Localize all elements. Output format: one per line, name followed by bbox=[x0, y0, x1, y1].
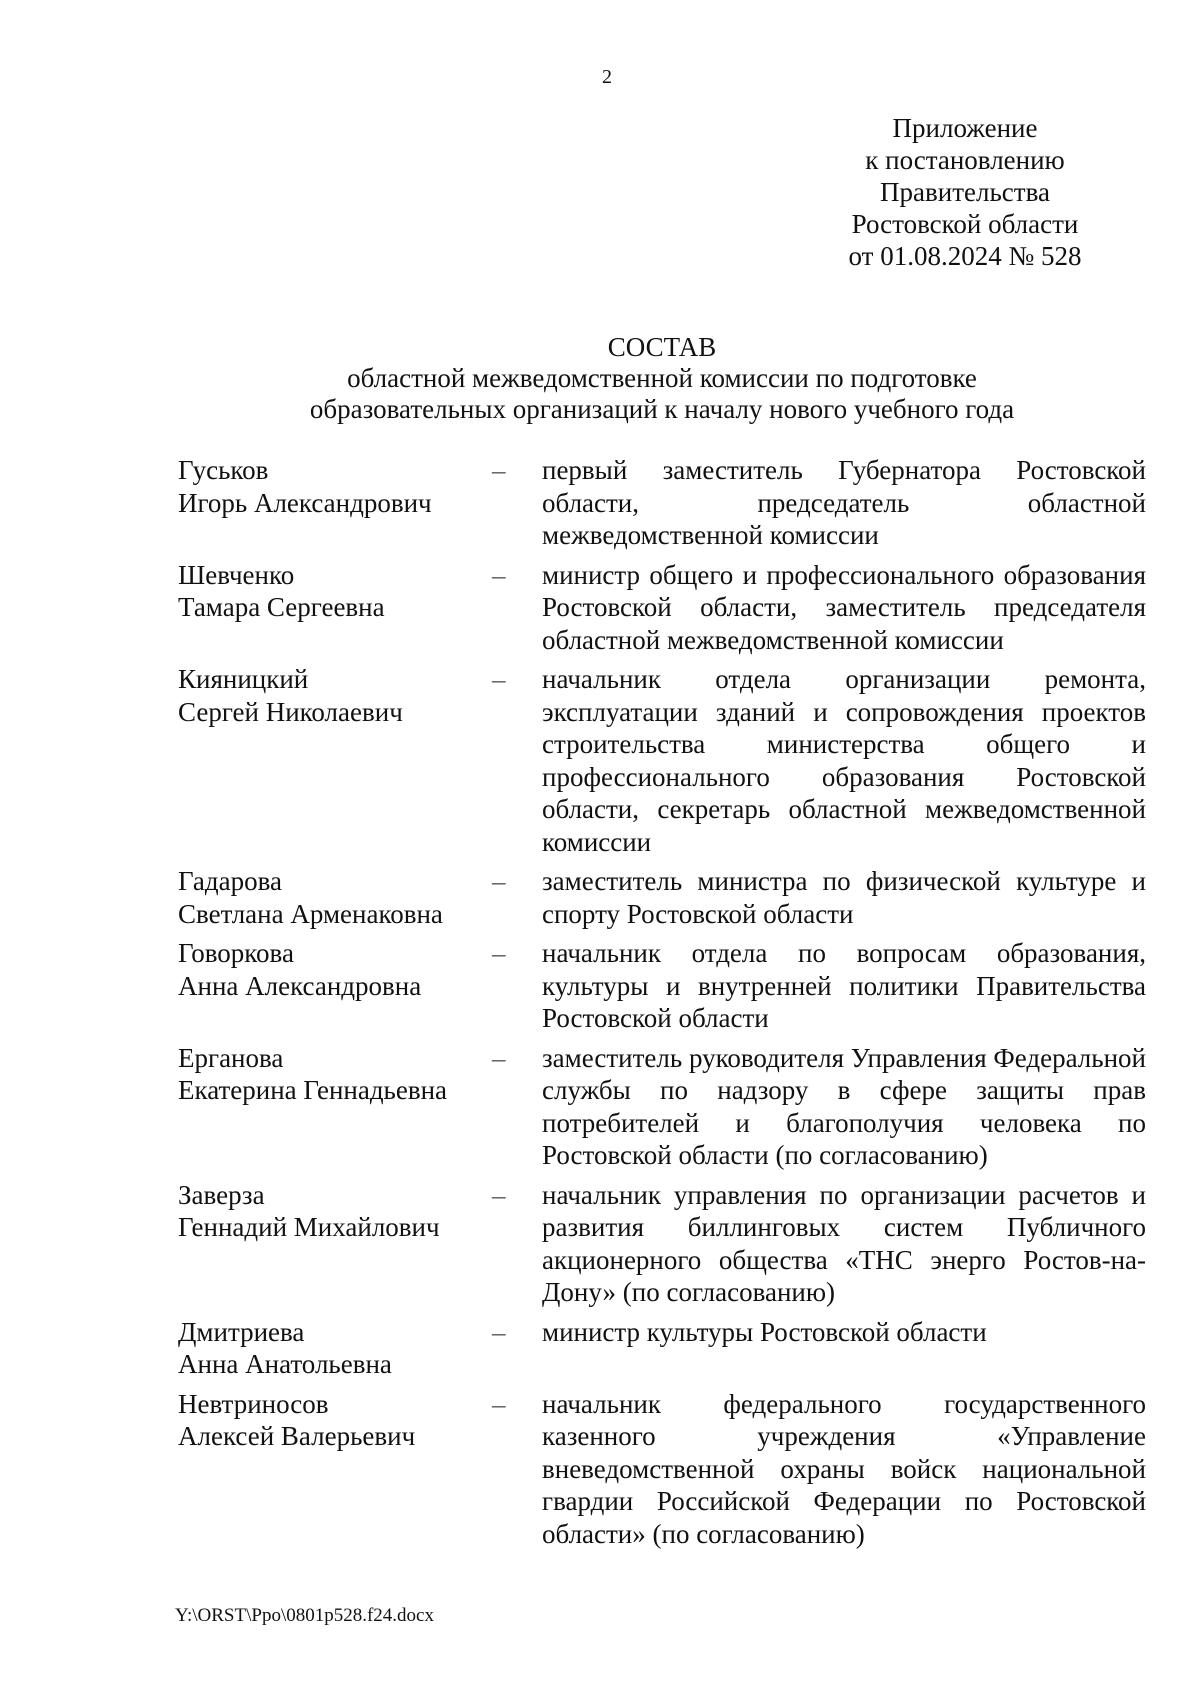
appendix-line: к постановлению bbox=[865, 145, 1065, 175]
member-role: заместитель руководителя Управления Федеральной службы по надзору в сфере защиты прав потребителей и благополучия человека по Ростовской области (по согласованию) bbox=[542, 1042, 1146, 1170]
member-row bbox=[178, 865, 1146, 930]
title-line: образовательных организаций к началу нового учебного года bbox=[309, 394, 1015, 424]
dash-separator: – bbox=[492, 664, 506, 694]
appendix-line: Ростовской области bbox=[851, 209, 1079, 239]
member-name bbox=[178, 663, 492, 858]
member-surname: Ерганова bbox=[178, 1042, 284, 1073]
member-given-name: Тамара Сергеевна bbox=[178, 592, 385, 622]
dash-separator: – bbox=[492, 1179, 506, 1210]
member-surname: Гадарова bbox=[178, 866, 283, 896]
member-surname: Дмитриева bbox=[178, 1316, 305, 1347]
member-role: министр культуры Ростовской области bbox=[542, 1316, 987, 1347]
member-surname: Гуськов bbox=[178, 455, 269, 485]
member-row bbox=[178, 937, 1146, 1035]
members-list bbox=[178, 454, 1146, 1557]
member-given-name: Екатерина Геннадьевна bbox=[178, 1075, 448, 1105]
dash-separator: – bbox=[492, 1316, 506, 1347]
title-heading: СОСТАВ bbox=[607, 332, 717, 362]
member-role: начальник федерального государственного казенного учреждения «Управление вневедомственной охраны войск национальной гвардии Российской Федерации по Ростовской области» (по согласованию) bbox=[542, 1388, 1146, 1549]
title-line: областной межведомственной комиссии по подготовке bbox=[347, 363, 977, 393]
member-row bbox=[178, 454, 1146, 552]
member-row bbox=[178, 1042, 1146, 1172]
member-row bbox=[178, 663, 1146, 858]
member-given-name: Алексей Валерьевич bbox=[178, 1421, 416, 1451]
dash-separator: – bbox=[492, 559, 506, 590]
member-name bbox=[178, 454, 492, 552]
member-role: заместитель министра по физической культуре и спорту Ростовской области bbox=[542, 866, 1146, 929]
member-surname: Говоркова bbox=[178, 938, 294, 968]
member-given-name: Светлана Арменаковна bbox=[178, 898, 443, 929]
document-title bbox=[178, 332, 1146, 425]
member-name bbox=[178, 1316, 492, 1381]
member-surname: Заверза bbox=[178, 1179, 265, 1210]
member-given-name: Игорь Александрович bbox=[178, 487, 432, 518]
member-role: первый заместитель Губернатора Ростовской области, председатель областной межведомственной комиссии bbox=[542, 455, 1146, 550]
member-role: начальник отдела организации ремонта, эксплуатации зданий и сопровождения проектов строительства министерства общего и профессионального образования Ростовской области, секретарь областной межведомственной комиссии bbox=[542, 664, 1146, 857]
member-surname: Кияницкий bbox=[178, 664, 309, 694]
member-given-name: Сергей Николаевич bbox=[178, 696, 403, 727]
member-name bbox=[178, 1388, 492, 1551]
member-row bbox=[178, 1388, 1146, 1551]
member-given-name: Анна Александровна bbox=[178, 970, 422, 1001]
member-surname: Невтриносов bbox=[178, 1388, 329, 1419]
member-name bbox=[178, 1042, 492, 1172]
member-row bbox=[178, 1316, 1146, 1381]
member-name bbox=[178, 559, 492, 657]
dash-separator: – bbox=[492, 1388, 506, 1419]
member-role: начальник управления по организации расчетов и развития биллинговых систем Публичного акционерного общества «ТНС энерго Ростов-на-Дону» (по согласованию) bbox=[542, 1179, 1146, 1307]
dash-separator: – bbox=[492, 1042, 506, 1073]
appendix-block bbox=[800, 112, 1130, 272]
appendix-line: Приложение bbox=[892, 113, 1038, 143]
file-path-footer: Y:\ORST\Ppo\0801p528.f24.docx bbox=[175, 1605, 434, 1626]
member-name bbox=[178, 937, 492, 1035]
page-number: 2 bbox=[602, 66, 612, 88]
member-role: начальник отдела по вопросам образования, культуры и внутренней политики Правительства Ростовской области bbox=[542, 938, 1146, 1033]
appendix-line: Правительства bbox=[880, 177, 1050, 207]
member-name bbox=[178, 1179, 492, 1309]
member-given-name: Анна Анатольевна bbox=[178, 1349, 392, 1379]
member-name bbox=[178, 865, 492, 930]
dash-separator: – bbox=[492, 866, 506, 896]
member-surname: Шевченко bbox=[178, 559, 295, 590]
dash-separator: – bbox=[492, 938, 506, 968]
member-given-name: Геннадий Михайлович bbox=[178, 1212, 440, 1242]
member-role: министр общего и профессионального образования Ростовской области, заместитель председателя областной межведомственной комиссии bbox=[542, 559, 1146, 655]
dash-separator: – bbox=[492, 455, 506, 485]
member-row bbox=[178, 559, 1146, 657]
member-row bbox=[178, 1179, 1146, 1309]
appendix-line: от 01.08.2024 № 528 bbox=[848, 241, 1082, 271]
